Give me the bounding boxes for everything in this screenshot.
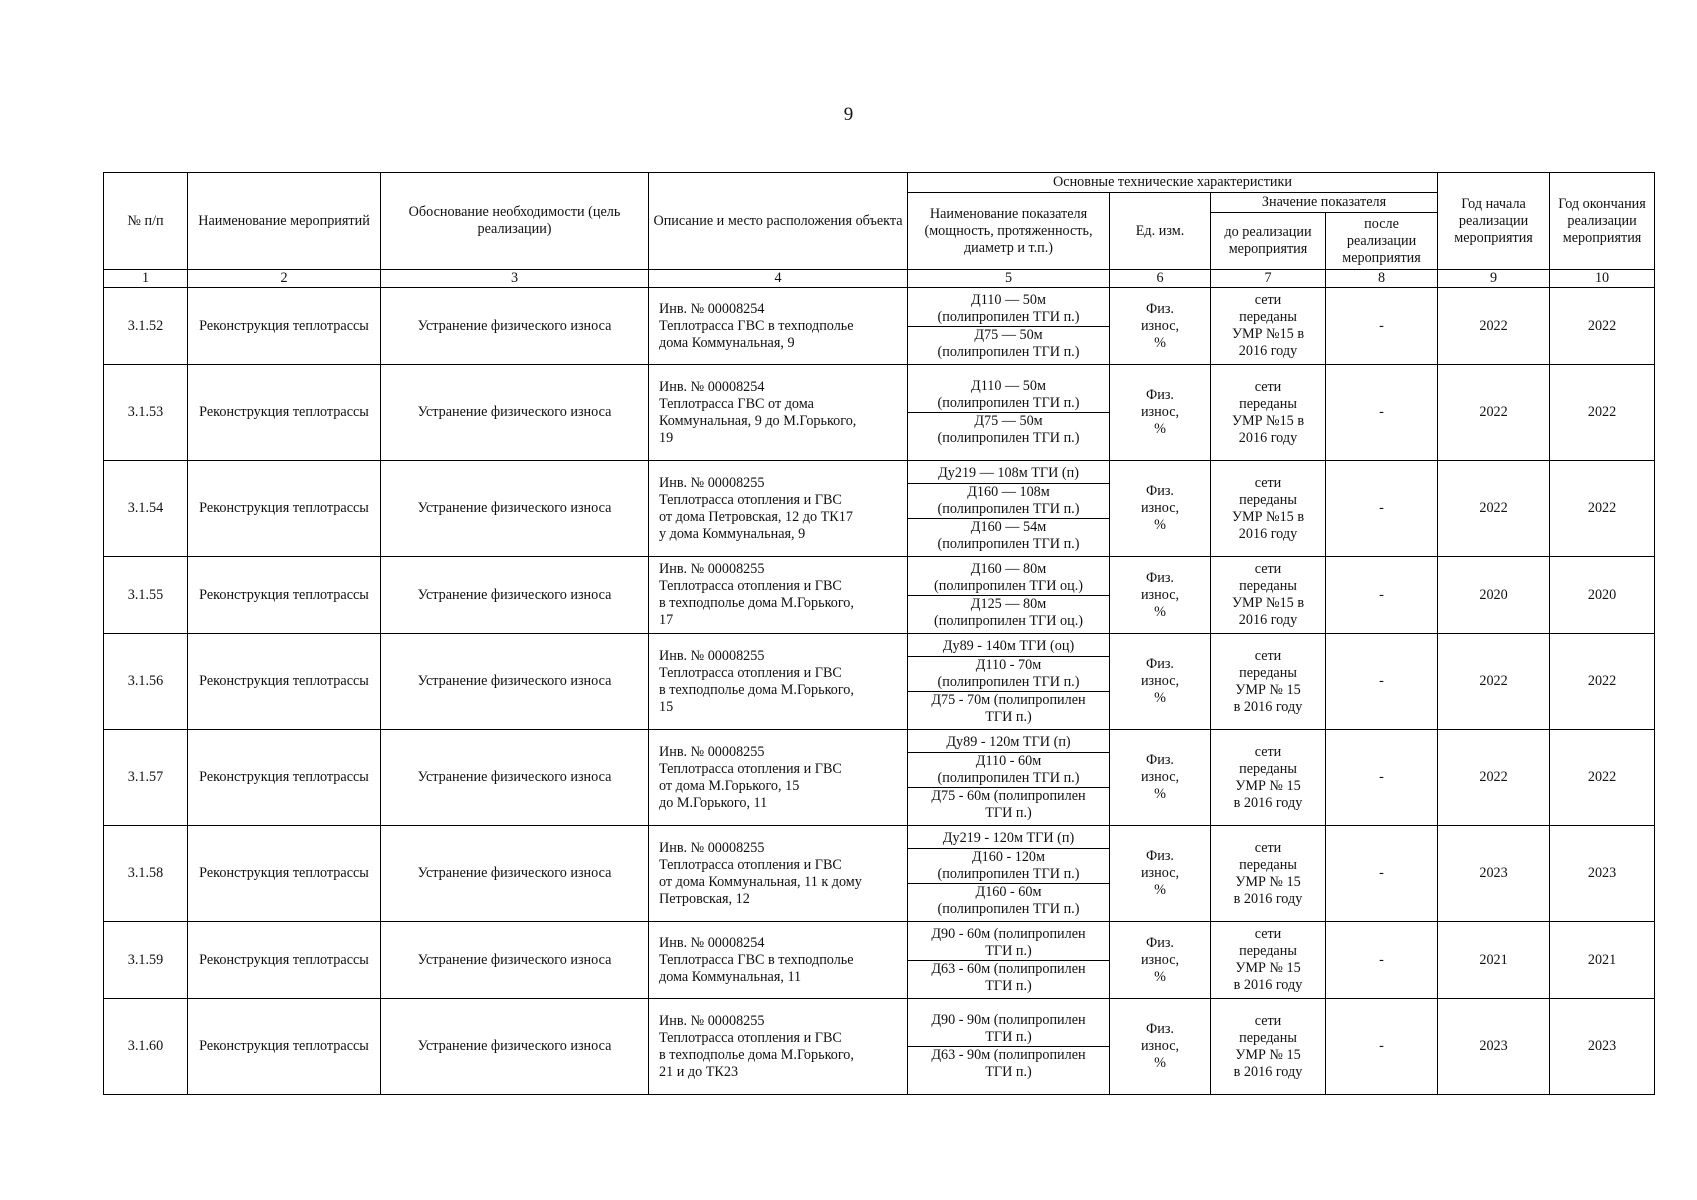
row-unit: Физ. износ, %	[1110, 288, 1211, 365]
row-end-year: 2022	[1550, 634, 1655, 730]
column-number: 1	[104, 270, 188, 288]
parameter-line: Д160 — 80м (полипропилен ТГИ оц.)	[934, 560, 1083, 594]
row-description	[649, 634, 908, 730]
table-row	[104, 922, 1655, 999]
row-number: 3.1.52	[104, 288, 188, 365]
row-end-year: 2022	[1550, 461, 1655, 557]
row-measure-name: Реконструкция теплотрассы	[188, 922, 381, 999]
parameter-line: Д75 - 60м (полипропилен ТГИ п.)	[908, 787, 1109, 822]
page-number: 9	[843, 104, 854, 125]
parameter-line: Д75 - 70м (полипропилен ТГИ п.)	[908, 691, 1109, 726]
row-reason: Устранение физического износа	[381, 922, 649, 999]
parameter-line: Д110 — 50м (полипропилен ТГИ п.)	[937, 378, 1080, 411]
row-description-text: Инв. № 00008254 Теплотрасса ГВС в техподполье дома Коммунальная, 9	[659, 300, 854, 351]
row-value-after: -	[1326, 826, 1438, 922]
row-value-after: -	[1326, 365, 1438, 461]
column-number: 8	[1326, 270, 1438, 288]
parameter-line: Д160 - 60м (полипропилен ТГИ п.)	[908, 883, 1109, 918]
row-value-before: сети переданы УМР № 15 в 2016 году	[1211, 730, 1326, 826]
table-row	[104, 461, 1655, 557]
row-number: 3.1.59	[104, 922, 188, 999]
header-reason: Обоснование необходимости (цель реализации)	[381, 173, 649, 270]
row-value-after: -	[1326, 634, 1438, 730]
header-tech-group: Основные технические характеристики	[908, 173, 1438, 193]
row-unit: Физ. износ, %	[1110, 634, 1211, 730]
row-reason: Устранение физического износа	[381, 634, 649, 730]
row-unit: Физ. износ, %	[1110, 461, 1211, 557]
row-description-text: Инв. № 00008255 Теплотрасса отопления и ГВС в техподполье дома М.Горького, 17	[659, 561, 854, 628]
column-numbers-row	[104, 270, 1655, 288]
parameter-line: Д75 — 50м (полипропилен ТГИ п.)	[908, 412, 1109, 447]
row-value-before: сети переданы УМР №15 в 2016 году	[1211, 461, 1326, 557]
row-description-text: Инв. № 00008255 Теплотрасса отопления и ГВС в техподполье дома М.Горького, 15	[659, 647, 854, 715]
parameter-line: Д75 — 50м (полипропилен ТГИ п.)	[908, 326, 1109, 361]
parameter-line: Д160 — 54м (полипропилен ТГИ п.)	[908, 518, 1109, 553]
table-row	[104, 557, 1655, 634]
header-value-group: Значение показателя	[1211, 193, 1438, 213]
parameter-line: Д90 - 90м (полипропилен ТГИ п.)	[931, 1012, 1086, 1045]
row-reason: Устранение физического износа	[381, 461, 649, 557]
column-number: 4	[649, 270, 908, 288]
column-number: 5	[908, 270, 1110, 288]
row-start-year: 2020	[1438, 557, 1550, 634]
table-row	[104, 634, 1655, 730]
row-end-year: 2021	[1550, 922, 1655, 999]
row-value-after: -	[1326, 557, 1438, 634]
row-unit: Физ. износ, %	[1110, 922, 1211, 999]
row-unit: Физ. износ, %	[1110, 999, 1211, 1095]
row-description	[649, 826, 908, 922]
row-value-after: -	[1326, 999, 1438, 1095]
column-number: 7	[1211, 270, 1326, 288]
row-start-year: 2022	[1438, 288, 1550, 365]
parameter-line: Д63 - 60м (полипропилен ТГИ п.)	[908, 960, 1109, 995]
header-end-year: Год окончания реализации мероприятия	[1550, 173, 1655, 270]
row-value-before: сети переданы УМР № 15 в 2016 году	[1211, 826, 1326, 922]
table-row	[104, 288, 1655, 365]
row-end-year: 2022	[1550, 288, 1655, 365]
parameter-line: Д90 - 60м (полипропилен ТГИ п.)	[931, 925, 1086, 959]
row-unit: Физ. износ, %	[1110, 365, 1211, 461]
row-value-before: сети переданы УМР №15 в 2016 году	[1211, 288, 1326, 365]
row-value-before: сети переданы УМР № 15 в 2016 году	[1211, 999, 1326, 1095]
row-end-year: 2020	[1550, 557, 1655, 634]
row-measure-name: Реконструкция теплотрассы	[188, 288, 381, 365]
row-number: 3.1.57	[104, 730, 188, 826]
table-row	[104, 730, 1655, 826]
row-parameters	[908, 730, 1110, 826]
row-end-year: 2022	[1550, 365, 1655, 461]
header-name: Наименование мероприятий	[188, 173, 381, 270]
row-start-year: 2022	[1438, 365, 1550, 461]
row-value-before: сети переданы УМР № 15 в 2016 году	[1211, 634, 1326, 730]
row-reason: Устранение физического износа	[381, 999, 649, 1095]
measures-table	[103, 172, 1655, 1095]
row-parameters	[908, 634, 1110, 730]
row-number: 3.1.54	[104, 461, 188, 557]
column-number: 3	[381, 270, 649, 288]
row-start-year: 2022	[1438, 461, 1550, 557]
row-number: 3.1.58	[104, 826, 188, 922]
column-number: 9	[1438, 270, 1550, 288]
row-measure-name: Реконструкция теплотрассы	[188, 365, 381, 461]
row-value-after: -	[1326, 288, 1438, 365]
column-number: 6	[1110, 270, 1211, 288]
row-description-text: Инв. № 00008254 Теплотрасса ГВС от дома Коммунальная, 9 до М.Горького, 19	[659, 378, 857, 446]
row-start-year: 2022	[1438, 730, 1550, 826]
row-number: 3.1.53	[104, 365, 188, 461]
table-row	[104, 826, 1655, 922]
header-unit: Ед. изм.	[1110, 193, 1211, 270]
row-parameters	[908, 826, 1110, 922]
row-measure-name: Реконструкция теплотрассы	[188, 999, 381, 1095]
column-number: 2	[188, 270, 381, 288]
parameter-line: Д125 — 80м (полипропилен ТГИ оц.)	[908, 595, 1109, 630]
row-description	[649, 999, 908, 1095]
parameter-line: Ду89 - 140м ТГИ (оц)	[942, 638, 1075, 654]
row-value-before: сети переданы УМР № 15 в 2016 году	[1211, 922, 1326, 999]
row-reason: Устранение физического износа	[381, 826, 649, 922]
row-measure-name: Реконструкция теплотрассы	[188, 730, 381, 826]
table-row	[104, 999, 1655, 1095]
row-description	[649, 922, 908, 999]
row-parameters	[908, 999, 1110, 1095]
row-description-text: Инв. № 00008255 Теплотрасса отопления и ГВС от дома М.Горького, 15 до М.Горького, 11	[659, 743, 842, 811]
table-row	[104, 365, 1655, 461]
row-reason: Устранение физического износа	[381, 730, 649, 826]
row-reason: Устранение физического износа	[381, 557, 649, 634]
parameter-line: Д63 - 90м (полипропилен ТГИ п.)	[908, 1046, 1109, 1081]
parameter-line: Д110 — 50м (полипропилен ТГИ п.)	[937, 291, 1080, 325]
row-value-after: -	[1326, 922, 1438, 999]
row-number: 3.1.60	[104, 999, 188, 1095]
row-parameters	[908, 557, 1110, 634]
parameter-line: Ду219 — 108м ТГИ (п)	[938, 465, 1079, 481]
parameter-line: Д160 - 120м (полипропилен ТГИ п.)	[908, 848, 1109, 883]
row-description-text: Инв. № 00008255 Теплотрасса отопления и ГВС от дома Коммунальная, 11 к дому Петровская, 12	[659, 839, 862, 907]
row-start-year: 2023	[1438, 826, 1550, 922]
row-unit: Физ. износ, %	[1110, 730, 1211, 826]
header-description: Описание и место расположения объекта	[649, 173, 908, 270]
row-value-before: сети переданы УМР №15 в 2016 году	[1211, 557, 1326, 634]
row-description	[649, 461, 908, 557]
row-value-before: сети переданы УМР №15 в 2016 году	[1211, 365, 1326, 461]
parameter-line: Ду219 - 120м ТГИ (п)	[942, 830, 1075, 846]
row-start-year: 2022	[1438, 634, 1550, 730]
row-parameters	[908, 288, 1110, 365]
row-description-text: Инв. № 00008255 Теплотрасса отопления и ГВС в техподполье дома М.Горького, 21 и до ТК23	[659, 1012, 854, 1080]
row-description	[649, 288, 908, 365]
row-end-year: 2022	[1550, 730, 1655, 826]
header-start-year: Год начала реализации мероприятия	[1438, 173, 1550, 270]
row-measure-name: Реконструкция теплотрассы	[188, 826, 381, 922]
row-value-after: -	[1326, 461, 1438, 557]
row-reason: Устранение физического износа	[381, 365, 649, 461]
row-parameters	[908, 922, 1110, 999]
header-num: № п/п	[104, 173, 188, 270]
parameter-line: Д160 — 108м (полипропилен ТГИ п.)	[908, 483, 1109, 518]
row-start-year: 2021	[1438, 922, 1550, 999]
row-end-year: 2023	[1550, 826, 1655, 922]
parameter-line: Д110 - 70м (полипропилен ТГИ п.)	[908, 656, 1109, 691]
header-parameter: Наименование показателя (мощность, протяженность, диаметр и т.п.)	[908, 193, 1110, 270]
row-value-after: -	[1326, 730, 1438, 826]
parameter-line: Д110 - 60м (полипропилен ТГИ п.)	[908, 752, 1109, 787]
row-measure-name: Реконструкция теплотрассы	[188, 557, 381, 634]
row-number: 3.1.55	[104, 557, 188, 634]
row-measure-name: Реконструкция теплотрассы	[188, 461, 381, 557]
header-after: после реализации мероприятия	[1326, 213, 1438, 270]
row-description	[649, 730, 908, 826]
row-start-year: 2023	[1438, 999, 1550, 1095]
row-unit: Физ. износ, %	[1110, 557, 1211, 634]
row-description	[649, 365, 908, 461]
row-description	[649, 557, 908, 634]
row-description-text: Инв. № 00008254 Теплотрасса ГВС в техподполье дома Коммунальная, 11	[659, 934, 854, 985]
parameter-line: Ду89 - 120м ТГИ (п)	[946, 734, 1071, 750]
row-description-text: Инв. № 00008255 Теплотрасса отопления и ГВС от дома Петровская, 12 до ТК17 у дома Коммунальная, 9	[659, 474, 853, 542]
row-parameters	[908, 365, 1110, 461]
column-number: 10	[1550, 270, 1655, 288]
header-before: до реализации мероприятия	[1211, 213, 1326, 270]
row-number: 3.1.56	[104, 634, 188, 730]
row-reason: Устранение физического износа	[381, 288, 649, 365]
row-unit: Физ. износ, %	[1110, 826, 1211, 922]
row-end-year: 2023	[1550, 999, 1655, 1095]
row-parameters	[908, 461, 1110, 557]
row-measure-name: Реконструкция теплотрассы	[188, 634, 381, 730]
